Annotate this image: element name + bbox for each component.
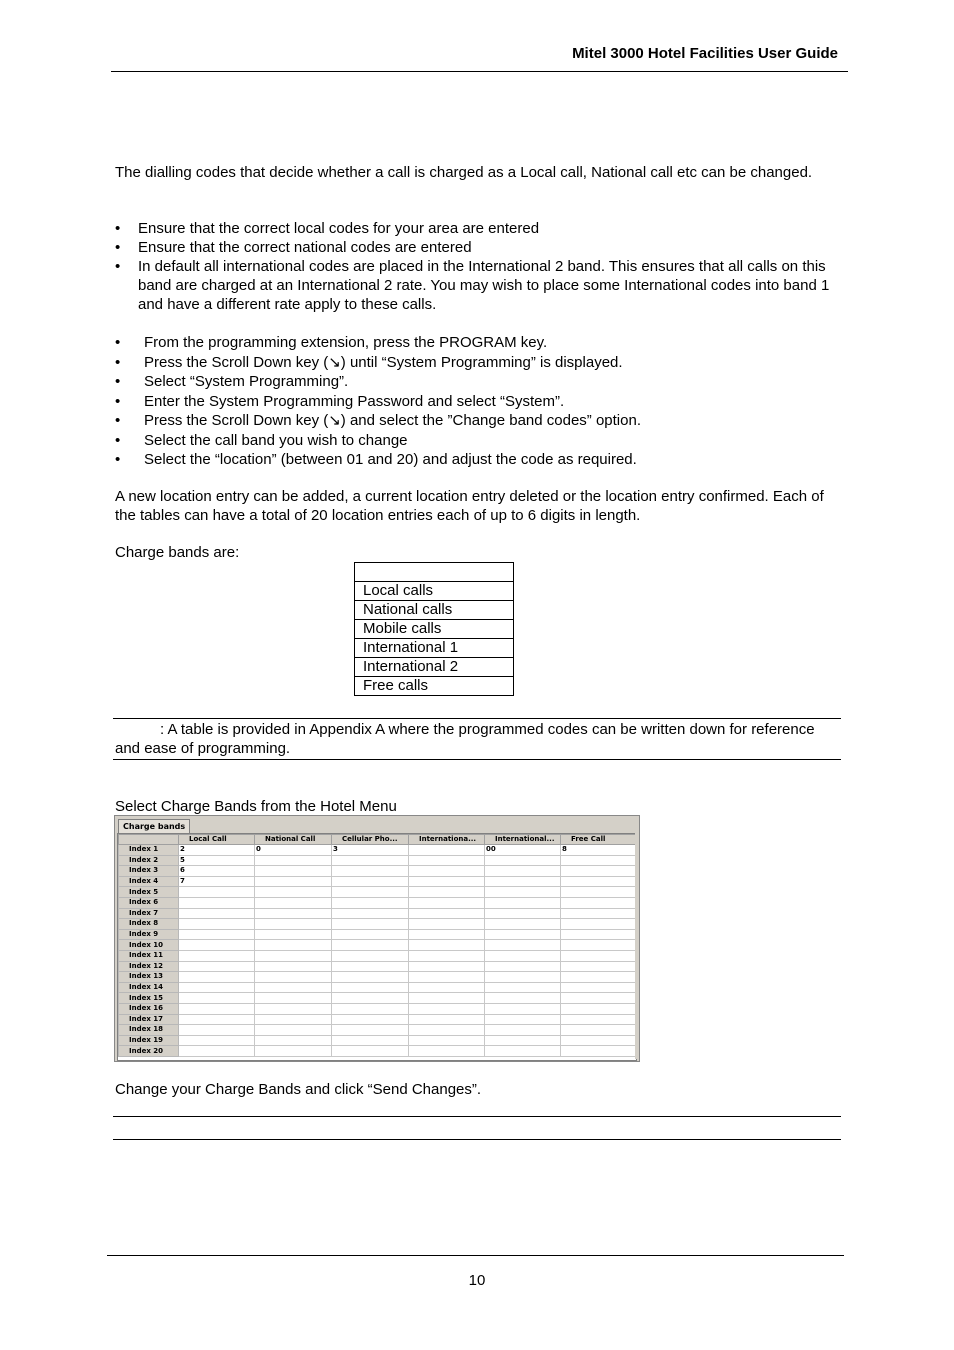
- row-header: Index 11: [119, 950, 179, 961]
- table-row: [119, 1025, 637, 1036]
- table-cell[interactable]: [332, 982, 409, 993]
- table-cell[interactable]: [561, 950, 637, 961]
- table-cell[interactable]: 00: [485, 845, 561, 856]
- table-cell[interactable]: [485, 1014, 561, 1025]
- bands-label: Charge bands are:: [115, 544, 240, 561]
- table-cell[interactable]: [561, 982, 637, 993]
- table-cell[interactable]: [332, 950, 409, 961]
- location-paragraph: A new location entry can be added, a current location entry deleted or the location entry confirmed. Each of the tables can have a total of 20 location entries each of up to 6 digits in length.: [115, 488, 824, 524]
- row-header: Index 8: [119, 919, 179, 930]
- table-cell[interactable]: [561, 929, 637, 940]
- table-cell[interactable]: [179, 972, 255, 983]
- table-row: [119, 866, 637, 877]
- row-header: Index 1: [119, 845, 179, 856]
- row-header: Index 20: [119, 1046, 179, 1057]
- table-cell[interactable]: [255, 993, 332, 1004]
- table-cell[interactable]: [179, 1003, 255, 1014]
- table-cell[interactable]: [409, 1014, 485, 1025]
- table-row: [119, 950, 637, 961]
- corner-header: [119, 835, 179, 845]
- table-cell[interactable]: 3: [332, 845, 409, 856]
- table-cell[interactable]: 0: [255, 845, 332, 856]
- table-cell[interactable]: [485, 1035, 561, 1046]
- row-header: Index 6: [119, 897, 179, 908]
- table-cell[interactable]: [561, 961, 637, 972]
- table-cell[interactable]: [332, 855, 409, 866]
- list-item: • Press the Scroll Down key (↘) until “System Programming” is displayed.: [115, 353, 623, 371]
- table-cell[interactable]: [179, 940, 255, 951]
- note-rule-bottom: [113, 759, 841, 760]
- table-cell[interactable]: [485, 961, 561, 972]
- table-cell[interactable]: [409, 1003, 485, 1014]
- row-header: Index 4: [119, 876, 179, 887]
- table-cell[interactable]: [332, 940, 409, 951]
- table-cell[interactable]: [255, 887, 332, 898]
- table-cell[interactable]: [332, 866, 409, 877]
- table-cell[interactable]: [255, 940, 332, 951]
- table-cell[interactable]: [409, 887, 485, 898]
- table-cell[interactable]: [179, 919, 255, 930]
- table-cell[interactable]: [332, 972, 409, 983]
- table-row: [119, 855, 637, 866]
- column-header-local-call[interactable]: Local Call: [179, 835, 255, 845]
- table-cell[interactable]: [409, 993, 485, 1004]
- table-cell[interactable]: [485, 950, 561, 961]
- table-cell[interactable]: [561, 855, 637, 866]
- row-header: Index 3: [119, 866, 179, 877]
- list-item: • Press the Scroll Down key (↘) and select the ”Change band codes” option.: [115, 412, 641, 429]
- list-item: • Select “System Programming”.: [115, 373, 349, 390]
- table-cell[interactable]: [409, 1025, 485, 1036]
- table-row: [119, 982, 637, 993]
- column-header-international-2[interactable]: International...: [485, 835, 561, 845]
- tab-charge-bands[interactable]: Charge bands: [118, 819, 190, 833]
- table-cell[interactable]: [409, 919, 485, 930]
- table-cell: International 1: [355, 639, 514, 658]
- list-item: • In default all international codes are placed in the International 2 band. This ensures that all calls on this band are charged at an International 2 rate. You may wish to place some International codes into band 1 and have a different rate apply to these calls.: [115, 258, 830, 313]
- table-row: [119, 1046, 637, 1057]
- table-cell[interactable]: [561, 1003, 637, 1014]
- table-cell[interactable]: [485, 929, 561, 940]
- table-cell[interactable]: [332, 993, 409, 1004]
- table-cell[interactable]: [485, 919, 561, 930]
- column-header-cellular[interactable]: Cellular Pho...: [332, 835, 409, 845]
- checklist: [115, 219, 830, 314]
- row-header: Index 12: [119, 961, 179, 972]
- row-header: Index 18: [119, 1025, 179, 1036]
- charge-bands-table: [354, 562, 514, 696]
- table-cell[interactable]: [561, 1035, 637, 1046]
- table-cell[interactable]: [409, 897, 485, 908]
- note-rule-top: [113, 718, 841, 719]
- table-cell: National calls: [355, 601, 514, 620]
- table-cell[interactable]: [561, 919, 637, 930]
- table-row: [119, 972, 637, 983]
- table-cell[interactable]: [255, 1035, 332, 1046]
- list-item: • Select the “location” (between 01 and 20) and adjust the code as required.: [115, 451, 637, 468]
- table-cell[interactable]: [332, 929, 409, 940]
- table-cell[interactable]: [409, 866, 485, 877]
- table-cell[interactable]: [485, 887, 561, 898]
- table-cell[interactable]: [179, 961, 255, 972]
- table-cell[interactable]: [332, 919, 409, 930]
- charge-bands-screenshot: [114, 815, 640, 1062]
- table-row: [119, 908, 637, 919]
- table-cell[interactable]: [409, 908, 485, 919]
- table-cell[interactable]: [485, 908, 561, 919]
- table-cell[interactable]: [332, 887, 409, 898]
- table-cell[interactable]: [561, 972, 637, 983]
- row-header: Index 2: [119, 855, 179, 866]
- table-cell[interactable]: [485, 993, 561, 1004]
- table-cell[interactable]: [332, 897, 409, 908]
- table-cell[interactable]: [255, 919, 332, 930]
- table-cell[interactable]: [561, 1046, 637, 1057]
- vertical-scrollbar[interactable]: [635, 833, 639, 1059]
- select-instruction: Select Charge Bands from the Hotel Menu: [115, 798, 397, 815]
- table-row: [119, 1035, 637, 1046]
- table-cell[interactable]: [409, 1046, 485, 1057]
- table-cell[interactable]: [485, 1046, 561, 1057]
- table-header-cell: [355, 563, 514, 582]
- table-row: [119, 876, 637, 887]
- table-cell[interactable]: [179, 887, 255, 898]
- table-cell[interactable]: [485, 866, 561, 877]
- table-cell[interactable]: [179, 1025, 255, 1036]
- table-cell[interactable]: [485, 876, 561, 887]
- table-cell[interactable]: [561, 1025, 637, 1036]
- table-cell[interactable]: [332, 876, 409, 887]
- table-cell[interactable]: [409, 855, 485, 866]
- table-cell[interactable]: [561, 940, 637, 951]
- table-cell[interactable]: [409, 961, 485, 972]
- table-cell[interactable]: [485, 897, 561, 908]
- table-row: [119, 887, 637, 898]
- table-cell[interactable]: [485, 982, 561, 993]
- list-item: • Ensure that the correct local codes for your area are entered: [115, 220, 540, 237]
- footer-rule: [107, 1255, 844, 1256]
- table-row: [119, 845, 637, 856]
- steps-list: [115, 333, 830, 470]
- row-header: Index 13: [119, 972, 179, 983]
- table-cell[interactable]: [179, 1046, 255, 1057]
- table-cell[interactable]: 2: [179, 845, 255, 856]
- charge-bands-grid: [117, 833, 637, 1061]
- note-text: : A table is provided in Appendix A where the programmed codes can be written down for reference and ease of programming.: [115, 721, 815, 757]
- table-cell[interactable]: [179, 950, 255, 961]
- table-cell[interactable]: [179, 897, 255, 908]
- table-cell[interactable]: [332, 1025, 409, 1036]
- table-cell: Free calls: [355, 677, 514, 696]
- table-cell[interactable]: [561, 908, 637, 919]
- list-item: • Ensure that the correct national codes are entered: [115, 239, 472, 256]
- column-header-free-call[interactable]: Free Call: [561, 835, 637, 845]
- table-cell[interactable]: [561, 876, 637, 887]
- table-cell[interactable]: [179, 993, 255, 1004]
- table-cell[interactable]: [255, 1014, 332, 1025]
- row-header: Index 10: [119, 940, 179, 951]
- change-instruction: Change your Charge Bands and click “Send Changes”.: [115, 1081, 482, 1098]
- rule-lower-1: [113, 1116, 841, 1117]
- row-header: Index 9: [119, 929, 179, 940]
- table-cell[interactable]: [332, 1014, 409, 1025]
- table-cell[interactable]: [409, 876, 485, 887]
- table-cell[interactable]: [409, 950, 485, 961]
- table-cell[interactable]: [485, 1025, 561, 1036]
- table-cell[interactable]: 6: [179, 866, 255, 877]
- table-cell: International 2: [355, 658, 514, 677]
- table-cell[interactable]: [561, 1014, 637, 1025]
- header-rule: [111, 71, 848, 72]
- table-cell: Mobile calls: [355, 620, 514, 639]
- list-item: • Select the call band you wish to change: [115, 431, 408, 449]
- column-header-international-1[interactable]: Internationa...: [409, 835, 485, 845]
- table-cell[interactable]: [255, 1003, 332, 1014]
- header-title: Mitel 3000 Hotel Facilities User Guide: [572, 45, 838, 62]
- table-cell[interactable]: [409, 972, 485, 983]
- table-cell[interactable]: [179, 1035, 255, 1046]
- table-cell[interactable]: [255, 866, 332, 877]
- table-cell[interactable]: [561, 993, 637, 1004]
- row-header: Index 15: [119, 993, 179, 1004]
- table-cell[interactable]: [179, 982, 255, 993]
- table-row: [119, 940, 637, 951]
- table-row: [119, 961, 637, 972]
- table-cell[interactable]: [179, 1014, 255, 1025]
- table-cell[interactable]: [561, 866, 637, 877]
- table-cell[interactable]: [409, 940, 485, 951]
- table-row: [119, 1003, 637, 1014]
- table-cell[interactable]: [255, 876, 332, 887]
- table-cell[interactable]: [332, 908, 409, 919]
- table-cell[interactable]: [255, 897, 332, 908]
- table-cell[interactable]: [485, 855, 561, 866]
- table-row: [119, 929, 637, 940]
- table-cell[interactable]: [332, 1035, 409, 1046]
- column-header-national-call[interactable]: National Call: [255, 835, 332, 845]
- table-row: [119, 897, 637, 908]
- page-number: 10: [468, 1272, 486, 1289]
- table-cell[interactable]: [409, 982, 485, 993]
- table-cell[interactable]: [179, 908, 255, 919]
- table-cell[interactable]: [332, 1003, 409, 1014]
- table-cell[interactable]: [255, 950, 332, 961]
- table-cell[interactable]: [485, 940, 561, 951]
- table-cell[interactable]: 5: [179, 855, 255, 866]
- table-cell[interactable]: [485, 1003, 561, 1014]
- list-item: • Enter the System Programming Password and select “System”.: [115, 392, 565, 410]
- list-item: • From the programming extension, press the PROGRAM key.: [115, 334, 548, 351]
- table-cell[interactable]: [561, 887, 637, 898]
- row-header: Index 5: [119, 887, 179, 898]
- table-cell[interactable]: [255, 1025, 332, 1036]
- table-cell[interactable]: [255, 982, 332, 993]
- table-cell[interactable]: 8: [561, 845, 637, 856]
- row-header: Index 19: [119, 1035, 179, 1046]
- table-row: [119, 919, 637, 930]
- table-cell[interactable]: [255, 908, 332, 919]
- table-cell[interactable]: [255, 855, 332, 866]
- table-cell[interactable]: [255, 929, 332, 940]
- row-header: Index 14: [119, 982, 179, 993]
- table-cell[interactable]: [255, 961, 332, 972]
- row-header: Index 7: [119, 908, 179, 919]
- table-cell[interactable]: [409, 929, 485, 940]
- table-cell: Local calls: [355, 582, 514, 601]
- row-header: Index 17: [119, 1014, 179, 1025]
- table-cell[interactable]: [561, 897, 637, 908]
- row-header: Index 16: [119, 1003, 179, 1014]
- table-cell[interactable]: [255, 972, 332, 983]
- table-cell[interactable]: [485, 972, 561, 983]
- intro-paragraph: The dialling codes that decide whether a call is charged as a Local call, National call etc can be changed.: [115, 164, 813, 181]
- table-cell[interactable]: [409, 845, 485, 856]
- table-cell[interactable]: [332, 1046, 409, 1057]
- rule-lower-2: [113, 1139, 841, 1140]
- table-row: [119, 1014, 637, 1025]
- table-cell[interactable]: 7: [179, 876, 255, 887]
- table-row: [119, 993, 637, 1004]
- table-cell[interactable]: [255, 1046, 332, 1057]
- table-cell[interactable]: [409, 1035, 485, 1046]
- table-cell[interactable]: [332, 961, 409, 972]
- table-cell[interactable]: [179, 929, 255, 940]
